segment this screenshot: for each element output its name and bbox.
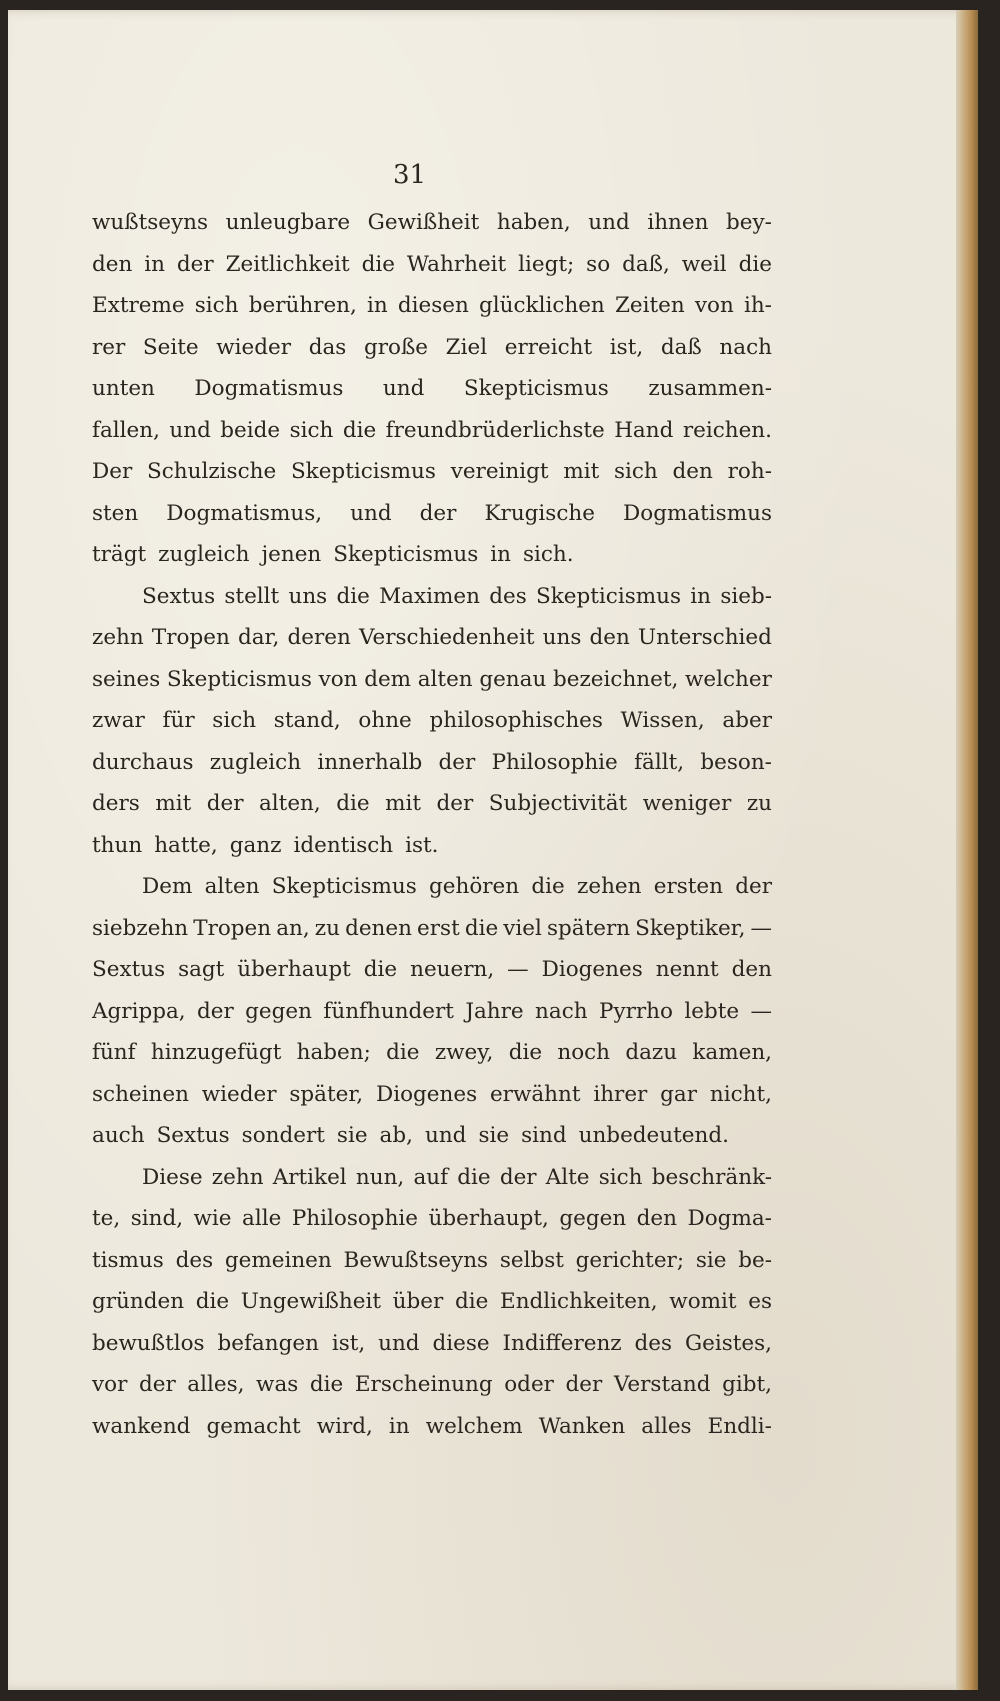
word: welchem <box>425 1413 523 1439</box>
word: auch <box>92 1123 145 1148</box>
word: über <box>392 1289 444 1314</box>
word: hatte, <box>154 832 218 858</box>
word: der <box>206 791 244 816</box>
word: alle <box>242 1206 282 1231</box>
word: zu <box>746 791 772 816</box>
word: die <box>386 1040 420 1065</box>
word: gerichter; <box>575 1247 685 1273</box>
word: Agrippa, <box>92 998 186 1024</box>
word: ihnen <box>647 210 709 235</box>
word: Hand <box>614 417 674 443</box>
word: liegt; <box>518 251 575 277</box>
word: bewußtlos <box>92 1330 205 1356</box>
word: Dogma- <box>687 1206 772 1231</box>
word: die <box>361 251 395 277</box>
word: sich <box>289 417 334 443</box>
text-line <box>92 1198 772 1240</box>
word: noch <box>557 1040 611 1065</box>
word: ist, <box>609 334 644 360</box>
word: wie <box>193 1206 232 1231</box>
word: Pyrrho <box>598 998 673 1024</box>
word: zugleich <box>158 542 250 567</box>
word: der <box>176 251 214 277</box>
word: alten <box>204 874 260 899</box>
word: ders <box>92 791 140 816</box>
word: unten <box>92 376 155 401</box>
word: ist. <box>405 832 439 858</box>
word: Bewußtseyns <box>343 1247 489 1273</box>
word: Maximen <box>379 583 480 609</box>
word: den <box>636 1206 678 1231</box>
word: vor <box>92 1372 128 1397</box>
word: weniger <box>642 791 732 816</box>
word: Alte <box>545 1164 590 1190</box>
word: der <box>735 874 772 899</box>
word: wird, <box>316 1413 373 1439</box>
word: Sextus <box>92 957 166 982</box>
text-line <box>92 1115 772 1157</box>
word: Skepticismus <box>290 459 436 484</box>
word: gegen <box>245 998 312 1024</box>
word: sich <box>194 293 239 318</box>
word: tismus <box>92 1247 164 1273</box>
word: und <box>378 1330 420 1356</box>
word: die <box>309 1372 344 1397</box>
word: diesen <box>397 293 469 318</box>
word: unbedeutend. <box>578 1123 729 1148</box>
word: in <box>388 1413 410 1439</box>
word: — <box>750 998 772 1024</box>
text-line <box>92 783 772 825</box>
word: glücklichen <box>479 293 605 318</box>
word: Erscheinung <box>354 1372 493 1397</box>
word: selbst <box>499 1247 564 1273</box>
word: spätern <box>546 915 631 941</box>
word: die <box>531 874 565 899</box>
word: an, <box>276 915 310 941</box>
word: Dogmatismus <box>194 376 344 401</box>
word: sich <box>212 708 257 733</box>
word: ganz <box>229 832 282 858</box>
word: scheinen <box>92 1081 189 1107</box>
word: zwar <box>92 708 145 733</box>
word: zehn <box>92 625 144 650</box>
word: wankend <box>92 1413 191 1439</box>
word: bezeichnet, <box>552 666 679 692</box>
word: deren <box>287 625 351 650</box>
word: die <box>336 791 370 816</box>
word: alles <box>641 1413 692 1439</box>
word: wieder <box>216 334 292 360</box>
page-edge <box>956 10 978 1690</box>
word: trägt <box>92 542 147 567</box>
word: unleugbare <box>225 210 351 235</box>
word: neuern, <box>410 957 495 982</box>
word: Tropen <box>151 625 230 650</box>
word: von <box>318 666 358 692</box>
word: die <box>363 957 398 982</box>
word: dar, <box>237 625 280 650</box>
word: wieder <box>201 1081 277 1107</box>
text-line <box>92 576 772 618</box>
word: sten <box>92 500 139 526</box>
word: sind, <box>130 1206 184 1231</box>
word: die <box>457 1164 491 1190</box>
word: und <box>382 376 425 401</box>
word: haben, <box>496 210 571 235</box>
word: Unterschied <box>638 625 772 650</box>
word: identisch <box>293 832 394 858</box>
word: Philosophie <box>291 1206 419 1231</box>
word: Schulzische <box>147 459 277 484</box>
word: haben; <box>296 1040 371 1065</box>
word: ohne <box>358 708 412 733</box>
word: uns <box>542 625 582 650</box>
word: der <box>197 998 234 1024</box>
word: alten <box>417 666 473 692</box>
word: alten, <box>258 791 321 816</box>
word: Philosophie <box>491 749 618 775</box>
word: Skepticismus <box>536 583 682 609</box>
word: welcher <box>685 666 772 692</box>
word: nach <box>535 998 588 1024</box>
word: ab, <box>379 1123 413 1148</box>
word: Tropen <box>193 915 272 941</box>
word: die <box>336 583 370 609</box>
word: des <box>175 1247 214 1273</box>
word: ihrer <box>593 1081 648 1107</box>
word: Ungewißheit <box>240 1289 381 1314</box>
word: der <box>565 1372 603 1397</box>
word: Endli- <box>707 1413 772 1439</box>
word: überhaupt <box>237 957 351 982</box>
word: genau <box>479 666 547 692</box>
word: wußtseyns <box>92 210 209 235</box>
text-line <box>92 825 772 867</box>
word: die <box>454 1289 489 1314</box>
word: der <box>436 791 474 816</box>
word: gegen <box>559 1206 627 1231</box>
word: Artikel <box>272 1164 347 1190</box>
text-line <box>92 410 772 452</box>
word: den <box>672 459 713 484</box>
word: sie <box>695 1247 727 1273</box>
word: Wahrheit <box>406 251 507 277</box>
word: erst <box>417 915 460 941</box>
text-line <box>92 700 772 742</box>
word: innerhalb <box>317 749 423 775</box>
word: oder <box>504 1372 554 1397</box>
word: freundbrüderlichste <box>385 417 605 443</box>
word: auf <box>413 1164 449 1190</box>
word: te, <box>92 1206 121 1231</box>
word: viel <box>503 915 542 941</box>
word: aber <box>722 708 772 733</box>
word: was <box>256 1372 299 1397</box>
word: Diogenes <box>541 957 643 982</box>
word: hinzugefügt <box>150 1040 282 1065</box>
word: — <box>750 915 772 941</box>
word: Diogenes <box>375 1081 478 1107</box>
word: Ziel <box>445 334 488 360</box>
word: beide <box>220 417 281 443</box>
word: die <box>464 915 499 941</box>
word: siebzehn <box>92 915 189 941</box>
body-text <box>92 202 772 1447</box>
text-line <box>92 1406 772 1448</box>
word: roh- <box>727 459 772 484</box>
word: nach <box>719 334 772 360</box>
word: zugleich <box>209 749 302 775</box>
word: uns <box>288 583 328 609</box>
word: weil <box>681 251 727 277</box>
word: sieb- <box>720 583 772 609</box>
word: Skepticismus <box>166 666 312 692</box>
word: Verschiedenheit <box>358 625 535 650</box>
word: Jahre <box>465 998 524 1024</box>
word: die <box>342 417 377 443</box>
text-line <box>92 1364 772 1406</box>
word: sie <box>336 1123 368 1148</box>
word: und <box>424 1123 467 1148</box>
word: stellt <box>224 583 280 609</box>
word: Endlichkeiten, <box>500 1289 658 1314</box>
word: der <box>499 1164 537 1190</box>
word: das <box>308 334 347 360</box>
word: alles, <box>187 1372 245 1397</box>
word: be- <box>738 1247 772 1273</box>
word: diese <box>432 1330 490 1356</box>
text-line <box>92 285 772 327</box>
word: beschränk- <box>651 1164 772 1190</box>
word: ih- <box>743 293 772 318</box>
word: womit <box>669 1289 737 1314</box>
text-line <box>92 327 772 369</box>
word: lebte <box>684 998 740 1024</box>
word: den <box>92 251 133 277</box>
word: in <box>490 542 511 567</box>
word: zwey, <box>434 1040 494 1065</box>
word: überhaupt, <box>428 1206 549 1231</box>
text-line <box>92 368 772 410</box>
word: berühren, <box>248 293 357 318</box>
word: Der <box>92 459 133 484</box>
word: der <box>438 749 476 775</box>
word: Wissen, <box>620 708 705 733</box>
word: gar <box>660 1081 698 1107</box>
word: daß, <box>622 251 670 277</box>
word: jenen <box>261 542 322 567</box>
word: thun <box>92 832 143 858</box>
word: dazu <box>625 1040 678 1065</box>
text-line <box>92 1323 772 1365</box>
word: Krugische <box>484 500 595 526</box>
word: des <box>489 583 527 609</box>
word: sie <box>478 1123 510 1148</box>
word: erreicht <box>504 334 593 360</box>
text-line <box>92 493 772 535</box>
word: die <box>508 1040 543 1065</box>
word: ersten <box>653 874 723 899</box>
word: die <box>738 251 772 277</box>
word: fallen, <box>92 417 160 443</box>
word: für <box>162 708 195 733</box>
word: zu <box>314 915 340 941</box>
word: Gewißheit <box>367 210 480 235</box>
word: zusammen- <box>648 376 772 401</box>
word: beson- <box>700 749 772 775</box>
word: philosophisches <box>429 708 603 733</box>
word: zehen <box>577 874 642 899</box>
text-line <box>92 991 772 1033</box>
word: Sextus <box>142 583 216 609</box>
word: nicht, <box>709 1081 772 1107</box>
word: die <box>195 1289 230 1314</box>
word: der <box>419 500 457 526</box>
word: stand, <box>273 708 341 733</box>
word: Skepticismus <box>271 874 417 899</box>
word: gemacht <box>206 1413 301 1439</box>
word: den <box>731 957 772 982</box>
word: der <box>138 1372 176 1397</box>
text-line <box>92 949 772 991</box>
word: bey- <box>726 210 772 235</box>
word: später, <box>289 1081 364 1107</box>
word: und <box>588 210 630 235</box>
word: Skepticismus <box>333 542 479 567</box>
word: sondert <box>241 1123 325 1148</box>
word: zehn <box>211 1164 264 1190</box>
word: gehören <box>429 874 520 899</box>
word: sind <box>521 1123 567 1148</box>
word: Dem <box>142 874 193 899</box>
word: in <box>144 251 165 277</box>
word: Dogmatismus <box>623 500 772 526</box>
word: Diese <box>142 1164 203 1190</box>
word: und <box>169 417 211 443</box>
word: Verstand <box>613 1372 711 1397</box>
word: sich <box>613 459 658 484</box>
word: denen <box>345 915 412 941</box>
word: sich. <box>522 542 574 567</box>
word: fünf <box>92 1040 136 1065</box>
word: den <box>589 625 630 650</box>
word: kamen, <box>692 1040 772 1065</box>
word: Subjectivität <box>488 791 628 816</box>
word: befangen <box>217 1330 319 1356</box>
word: rer <box>92 334 126 360</box>
word: es <box>748 1289 772 1314</box>
word: des <box>634 1330 673 1356</box>
word: gemeinen <box>224 1247 332 1273</box>
word: nennt <box>655 957 719 982</box>
word: nun, <box>355 1164 405 1190</box>
word: von <box>694 293 734 318</box>
word: durchaus <box>92 749 194 775</box>
text-line <box>92 742 772 784</box>
word: so <box>586 251 611 277</box>
text-line <box>92 1032 772 1074</box>
text-line <box>92 908 772 950</box>
word: ist, <box>331 1330 366 1356</box>
word: in <box>690 583 712 609</box>
word: Seite <box>142 334 199 360</box>
word: mit <box>563 459 600 484</box>
word: Skepticismus <box>463 376 609 401</box>
word: dem <box>364 666 412 692</box>
book-page <box>8 10 978 1690</box>
word: gibt, <box>722 1372 772 1397</box>
word: große <box>363 334 429 360</box>
word: Skeptiker, <box>635 915 746 941</box>
word: gründen <box>92 1289 185 1314</box>
text-line <box>92 244 772 286</box>
word: Wanken <box>538 1413 626 1439</box>
word: Zeiten <box>614 293 685 318</box>
text-line <box>92 617 772 659</box>
text-line <box>92 1240 772 1282</box>
word: mit <box>155 791 192 816</box>
word: daß <box>660 334 702 360</box>
word: Sextus <box>156 1123 230 1148</box>
word: vereinigt <box>450 459 549 484</box>
word: fünfhundert <box>323 998 454 1024</box>
word: — <box>507 957 529 982</box>
word: mit <box>385 791 422 816</box>
text-line <box>92 866 772 908</box>
word: sich <box>598 1164 643 1190</box>
word: fällt, <box>634 749 685 775</box>
text-line <box>92 1074 772 1116</box>
word: Geistes, <box>684 1330 772 1356</box>
word: erwähnt <box>489 1081 581 1107</box>
page-number: 31 <box>393 160 427 190</box>
word: reichen. <box>682 417 772 443</box>
text-line <box>92 1281 772 1323</box>
word: Dogmatismus, <box>166 500 323 526</box>
word: Indifferenz <box>502 1330 622 1356</box>
text-line <box>92 534 772 576</box>
word: seines <box>92 666 161 692</box>
text-line <box>92 1157 772 1199</box>
word: Zeitlichkeit <box>225 251 350 277</box>
text-line <box>92 451 772 493</box>
text-line <box>92 202 772 244</box>
word: Extreme <box>92 293 185 318</box>
word: in <box>367 293 388 318</box>
word: sagt <box>178 957 225 982</box>
word: und <box>350 500 392 526</box>
text-line <box>92 659 772 701</box>
